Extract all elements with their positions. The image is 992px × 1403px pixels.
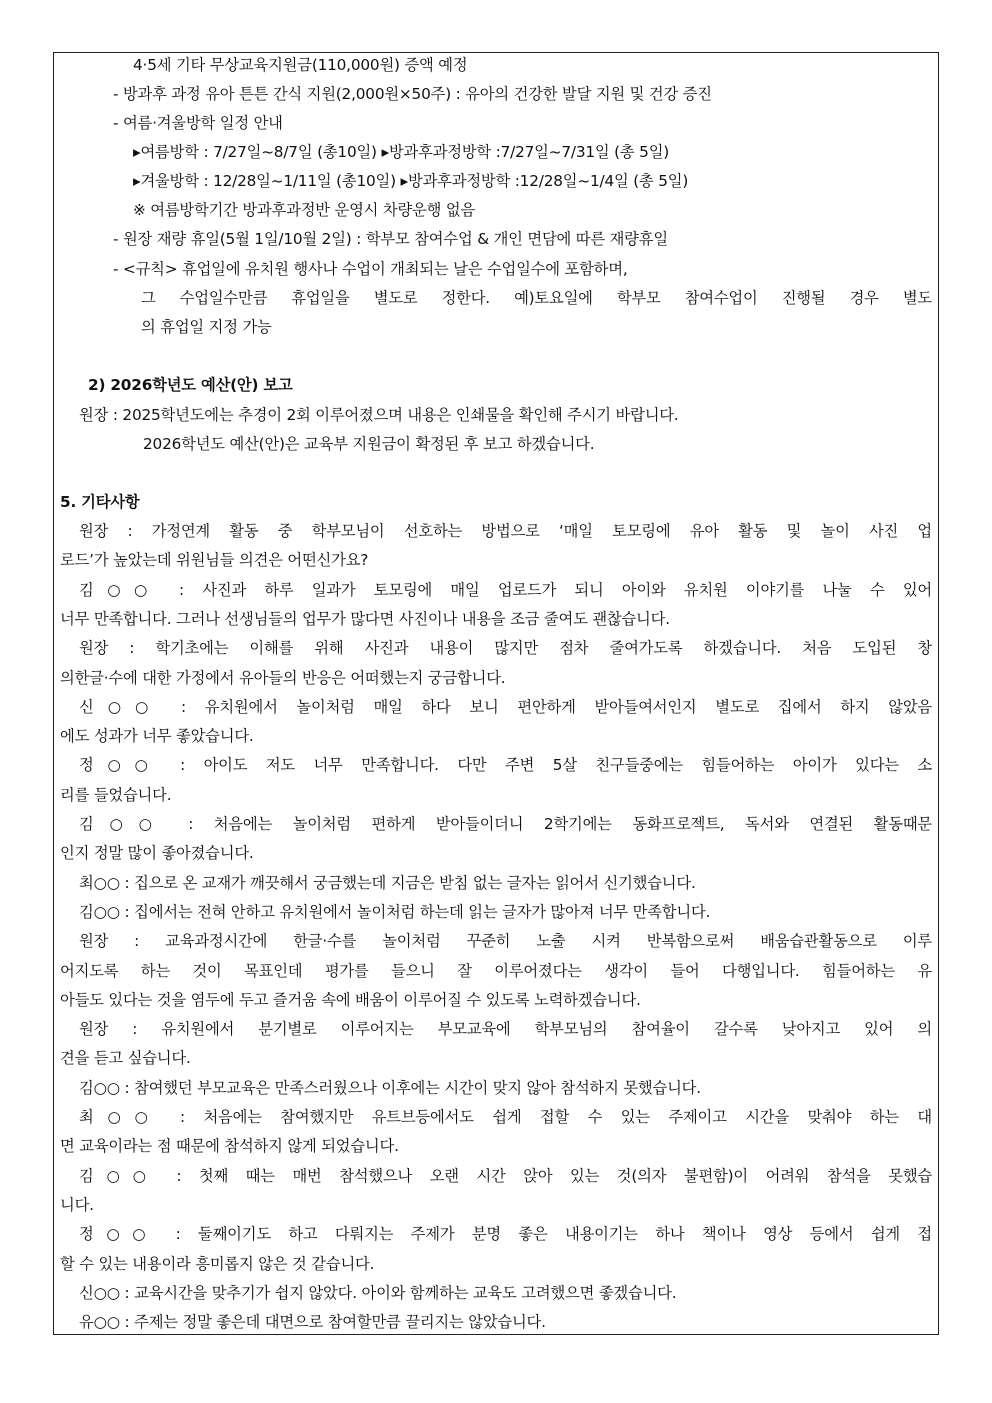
text-line: 면 교육이라는 점 때문에 참석하지 않게 되었습니다. (60, 1137, 399, 1155)
text-line: 인지 정말 많이 좋아졌습니다. (60, 844, 254, 862)
text-line: 의 휴업일 지정 가능 (141, 318, 272, 336)
text-line: 신○○ : 유치원에서 놀이처럼 매일 하다 보니 편안하게 받아들여서인지 별도로 집에서 하지 않았음 (79, 698, 932, 716)
text-line: 원장 : 가정연계 활동 중 학부모님이 선호하는 방법으로 ‘매일 토모링에 유아 활동 및 놀이 사진 업 (79, 522, 932, 540)
text-line: 김○○ : 첫째 때는 매번 참석했으나 오랜 시간 앉아 있는 것(의자 불편함)이 어려워 참석을 못했습 (79, 1167, 932, 1185)
section-heading-budget: 2) 2026학년도 예산(안) 보고 (88, 376, 293, 394)
text-line: 니다. (60, 1196, 94, 1214)
text-line: ▸여름방학 : 7/27일~8/7일 (총10일) ▸방과후과정방학 :7/27일~7/31일 (총 5일) (133, 143, 670, 161)
section-heading-misc: 5. 기타사항 (60, 493, 140, 511)
text-line: 할 수 있는 내용이라 흥미롭지 않은 것 같습니다. (60, 1255, 375, 1273)
text-line: 2026학년도 예산(안)은 교육부 지원금이 확정된 후 보고 하겠습니다. (143, 435, 595, 453)
text-line: 어지도록 하는 것이 목표인데 평가를 들으니 잘 이루어졌다는 생각이 들어 다행입니다. 힘들어하는 유 (60, 962, 932, 980)
text-line: 4·5세 기타 무상교육지원금(110,000원) 증액 예정 (133, 56, 468, 74)
text-line: 김○○ : 사진과 하루 일과가 토모링에 매일 업로드가 되니 아이와 유치원 이야기를 나눌 수 있어 (79, 581, 932, 599)
text-line: 김○○ : 참여했던 부모교육은 만족스러웠으나 이후에는 시간이 맞지 않아 참석하지 못했습니다. (79, 1079, 701, 1097)
text-line: 원장 : 학기초에는 이해를 위해 사진과 내용이 많지만 점차 줄여가도록 하겠습니다. 처음 도입된 창 (79, 639, 932, 657)
text-line: 에도 성과가 너무 좋았습니다. (60, 727, 254, 745)
text-line: 의한글·수에 대한 가정에서 유아들의 반응은 어떠했는지 궁금합니다. (60, 669, 506, 687)
text-line: 신○○ : 교육시간을 맞추기가 쉽지 않았다. 아이와 함께하는 교육도 고려했으면 좋겠습니다. (79, 1284, 677, 1302)
text-line: 정○○ : 아이도 저도 너무 만족합니다. 다만 주변 5살 친구들중에는 힘들어하는 아이가 있다는 소 (79, 756, 932, 774)
text-line: ※ 여름방학기간 방과후과정반 운영시 차량운행 없음 (133, 201, 476, 219)
text-line: 원장 : 교육과정시간에 한글·수를 놀이처럼 꾸준히 노출 시켜 반복함으로써 배움습관활동으로 이루 (79, 932, 932, 950)
text-line: 김○○ : 처음에는 놀이처럼 편하게 받아들이더니 2학기에는 동화프로젝트, 독서와 연결된 활동때문 (79, 815, 932, 833)
text-line: 유○○ : 주제는 정말 좋은데 대면으로 참여할만큼 끌리지는 않았습니다. (79, 1313, 546, 1331)
text-line: 로드’가 높았는데 위원님들 의견은 어떤신가요? (60, 551, 369, 569)
text-line: 견을 듣고 싶습니다. (60, 1049, 191, 1067)
text-line: 너무 만족합니다. 그러나 선생님들의 업무가 많다면 사진이나 내용을 조금 줄여도 괜찮습니다. (60, 610, 670, 628)
text-line: 최○○ : 처음에는 참여했지만 유트브등에서도 쉽게 접할 수 있는 주제이고 시간을 맞춰야 하는 대 (79, 1108, 932, 1126)
text-line: - <규칙> 휴업일에 유치원 행사나 수업이 개최되는 날은 수업일수에 포함하며, (113, 260, 628, 278)
text-line: 정○○ : 둘째이기도 하고 다뤄지는 주제가 분명 좋은 내용이기는 하나 책이나 영상 등에서 쉽게 접 (79, 1225, 932, 1243)
text-line: 리를 들었습니다. (60, 786, 172, 804)
text-line: - 방과후 과정 유아 튼튼 간식 지원(2,000원×50주) : 유아의 건강한 발달 지원 및 건강 증진 (113, 85, 712, 103)
text-line: 아들도 있다는 것을 염두에 두고 즐거움 속에 배움이 이루어질 수 있도록 노력하겠습니다. (60, 991, 641, 1009)
text-line: 김○○ : 집에서는 전혀 안하고 유치원에서 놀이처럼 하는데 읽는 글자가 많아져 너무 만족합니다. (79, 903, 711, 921)
text-line: 그 수업일수만큼 휴업일을 별도로 정한다. 예)토요일에 학부모 참여수업이 진행될 경우 별도 (141, 289, 932, 307)
text-line: 최○○ : 집으로 온 교재가 깨끗해서 궁금했는데 지금은 받침 없는 글자는 읽어서 신기했습니다. (79, 874, 696, 892)
text-line: - 여름·겨울방학 일정 안내 (113, 114, 283, 132)
text-line: ▸겨울방학 : 12/28일~1/11일 (총10일) ▸방과후과정방학 :12/28일~1/4일 (총 5일) (133, 172, 689, 190)
text-line: 원장 : 유치원에서 분기별로 이루어지는 부모교육에 학부모님의 참여율이 갈수록 낮아지고 있어 의 (79, 1020, 932, 1038)
text-line: 원장 : 2025학년도에는 추경이 2회 이루어졌으며 내용은 인쇄물을 확인해 주시기 바랍니다. (79, 406, 679, 424)
text-line: - 원장 재량 휴일(5월 1일/10월 2일) : 학부모 참여수업 & 개인 면담에 따른 재량휴일 (113, 230, 668, 248)
